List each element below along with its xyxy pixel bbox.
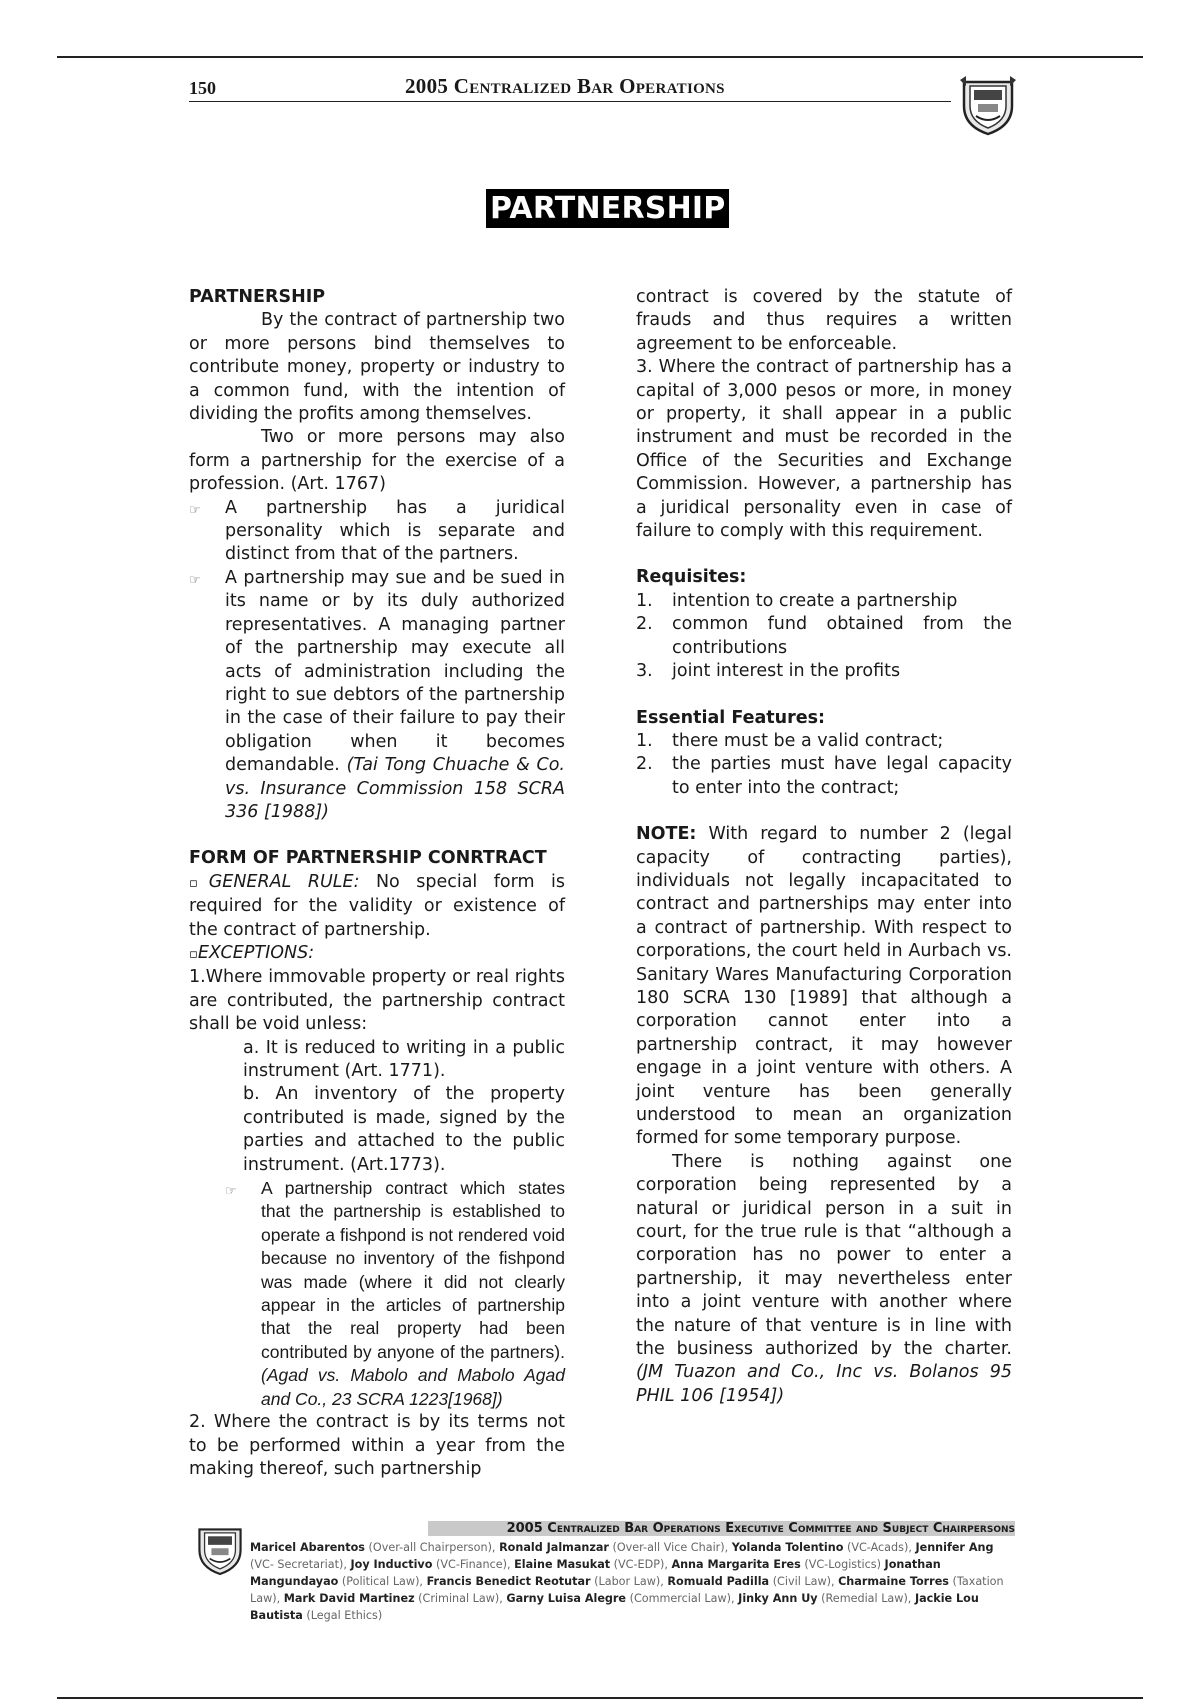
school-crest-icon xyxy=(960,76,1016,136)
member-role: (Taxation Law), xyxy=(250,1575,1004,1605)
member-role: (Remedial Law), xyxy=(821,1592,912,1605)
member-name: Jinky Ann Uy xyxy=(738,1592,818,1605)
bottom-border-line xyxy=(57,1697,1143,1699)
requisites-list xyxy=(636,590,1012,684)
member-role: (Over-all Vice Chair), xyxy=(612,1541,729,1554)
paragraph: There is nothing against one corporation being represented by a natural or juridical person in a suit in court, for the true rule is that “although a corporation has no power to enter a partnership, it may nevertheless enter into a joint venture with another where the nature of that venture is in line with the business authorized by the charter. (JM Tuazon and Co., Inc vs. Bolanos 95 PHIL 106 [1954]) xyxy=(636,1151,1012,1406)
exception-subitem: b. An inventory of the property contributed is made, signed by the parties and attached to the public instrument. (Art.1773). xyxy=(243,1084,565,1175)
general-rule: ▫GENERAL RULE: No special form is required for the validity or existence of the contract of partnership. xyxy=(189,871,565,940)
member-name: Elaine Masukat xyxy=(514,1558,611,1571)
page-number: 150 xyxy=(189,78,216,98)
subheading-requisites: Requisites: xyxy=(636,567,747,588)
paragraph: contract is covered by the statute of frauds and thus requires a written agreement to be enforceable. xyxy=(636,287,1012,354)
member-role: (VC-EDP), xyxy=(613,1558,668,1571)
member-name: Romuald Padilla xyxy=(667,1575,770,1588)
pointing-hand-icon: ☞ xyxy=(189,572,201,588)
member-role: (Legal Ethics) xyxy=(306,1609,383,1622)
case-citation: (Tai Tong Chuache & Co. vs. Insurance Commission 158 SCRA 336 [1988]) xyxy=(225,755,565,822)
feature-item: 2. the parties must have legal capacity to enter into the contract; xyxy=(636,754,1012,798)
footer-title: 2005 Centralized Bar Operations Executive Committee and Subject Chairpersons xyxy=(428,1521,1015,1536)
member-name: Mark David Martinez xyxy=(283,1592,415,1605)
section-heading: FORM OF PARTNERSHIP CONRTRACT xyxy=(189,848,547,869)
member-name: Francis Benedict Reotutar xyxy=(426,1575,591,1588)
member-role: (VC- Secretariat), xyxy=(250,1558,347,1571)
square-bullet-icon: ▫ xyxy=(189,875,209,891)
case-citation: (Agad vs. Mabolo and Mabolo Agad and Co., 23 SCRA 1223[1968]) xyxy=(261,1365,565,1409)
bullet-item: ☞ A partnership contract which states that the partnership is established to operate a fishpond is not rendered void because no inventory of the fishpond was made (where it did not clearly appear in the articles of partnership that the real property had been contributed by anyone of the partners). (Agad vs. Mabolo and Mabolo Agad and Co., 23 SCRA 1223[1968]) xyxy=(189,1177,565,1411)
member-name: Garny Luisa Alegre xyxy=(506,1592,627,1605)
paragraph: By the contract of partnership two or more persons bind themselves to contribute money, property or industry to a common fund, with the intention of dividing the profits among themselves. xyxy=(189,310,565,425)
member-name: Charmaine Torres xyxy=(838,1575,949,1588)
header-underline xyxy=(189,101,951,102)
member-name: Anna Margarita Eres xyxy=(671,1558,801,1571)
member-role: (Civil Law), xyxy=(772,1575,835,1588)
member-name: Jennifer Ang xyxy=(915,1541,994,1554)
paragraph: Two or more persons may also form a partnership for the exercise of a profession. (Art. 1767) xyxy=(189,427,565,495)
note-paragraph: NOTE: With regard to number 2 (legal capacity of contracting parties), individuals not legally incapacitated to contract and partnerships may enter into a contract of partnership. With respect to corporations, the court held in Aurbach vs. Sanitary Wares Manufacturing Corporation 180 SCRA 130 [1989] that although a corporation cannot enter into a partnership contract, it may however engage in a joint venture with others. A joint venture has been generally understood to mean an organization formed for some temporary purpose. xyxy=(636,824,1012,1149)
exception-item: 1.Where immovable property or real rights are contributed, the partnership contract shall be void unless: xyxy=(189,967,565,1035)
pointing-hand-icon: ☞ xyxy=(225,1183,237,1199)
features-list xyxy=(636,730,1012,800)
member-role: (VC-Acads), xyxy=(846,1541,912,1554)
member-role: (Political Law), xyxy=(341,1575,423,1588)
bullet-item: ☞ A partnership has a juridical personality which is separate and distinct from that of the partners. xyxy=(189,497,565,567)
bullet-item: ☞ A partnership may sue and be sued in its name or by its duly authorized representatives. A managing partner of the partnership may execute all acts of administration including the right to sue debtors of the partnership in the case of their failure to pay their obligation when it becomes demandable. (Tai Tong Chuache & Co. vs. Insurance Commission 158 SCRA 336 [1988]) xyxy=(189,567,565,824)
requisite-item: 1. intention to create a partnership xyxy=(636,590,958,611)
square-bullet-icon: ▫ xyxy=(189,946,198,962)
member-name: Joy Inductivo xyxy=(350,1558,433,1571)
pointing-hand-icon: ☞ xyxy=(189,502,201,518)
exception-item: 2. Where the contract is by its terms not to be performed within a year from the making thereof, such partnership xyxy=(189,1412,565,1479)
member-name: Jonathan Mangundayao xyxy=(250,1558,941,1588)
member-role: (Over-all Chairperson), xyxy=(368,1541,496,1554)
right-column xyxy=(636,286,1012,1408)
running-title: 2005 Centralized Bar Operations xyxy=(405,74,725,98)
requisite-item: 3. joint interest in the profits xyxy=(636,661,901,682)
exceptions-label: ▫EXCEPTIONS: xyxy=(189,942,315,963)
footer-credits xyxy=(189,1539,1015,1624)
subheading-essential-features: Essential Features: xyxy=(636,707,826,728)
member-role: (VC-Logistics) xyxy=(804,1558,881,1571)
member-name: Maricel Abarentos xyxy=(250,1541,365,1554)
member-role: (Labor Law), xyxy=(594,1575,664,1588)
feature-item: 1. there must be a valid contract; xyxy=(636,730,944,751)
member-role: (Commercial Law), xyxy=(629,1592,735,1605)
member-name: Ronald Jalmanzar xyxy=(499,1541,609,1554)
requisite-item: 2. common fund obtained from the contributions xyxy=(636,614,1012,658)
member-role: (Criminal Law), xyxy=(418,1592,503,1605)
member-name: Jackie Lou Bautista xyxy=(250,1592,979,1622)
main-title: PARTNERSHIP xyxy=(486,189,729,228)
left-column xyxy=(189,286,565,1481)
member-role: (VC-Finance), xyxy=(435,1558,511,1571)
case-citation: (JM Tuazon and Co., Inc vs. Bolanos 95 PHIL 106 [1954]) xyxy=(636,1362,1012,1406)
section-heading: PARTNERSHIP xyxy=(189,287,326,307)
member-name: Yolanda Tolentino xyxy=(731,1541,844,1554)
top-border-line xyxy=(57,56,1143,58)
exception-subitem: a. It is reduced to writing in a public instrument (Art. 1771). xyxy=(243,1037,565,1081)
paragraph: 3. Where the contract of partnership has a capital of 3,000 pesos or more, in money or property, it shall appear in a public instrument and must be recorded in the Office of the Securities and Exchange Commission. However, a partnership has a juridical personality even in case of failure to comply with this requirement. xyxy=(636,357,1012,542)
